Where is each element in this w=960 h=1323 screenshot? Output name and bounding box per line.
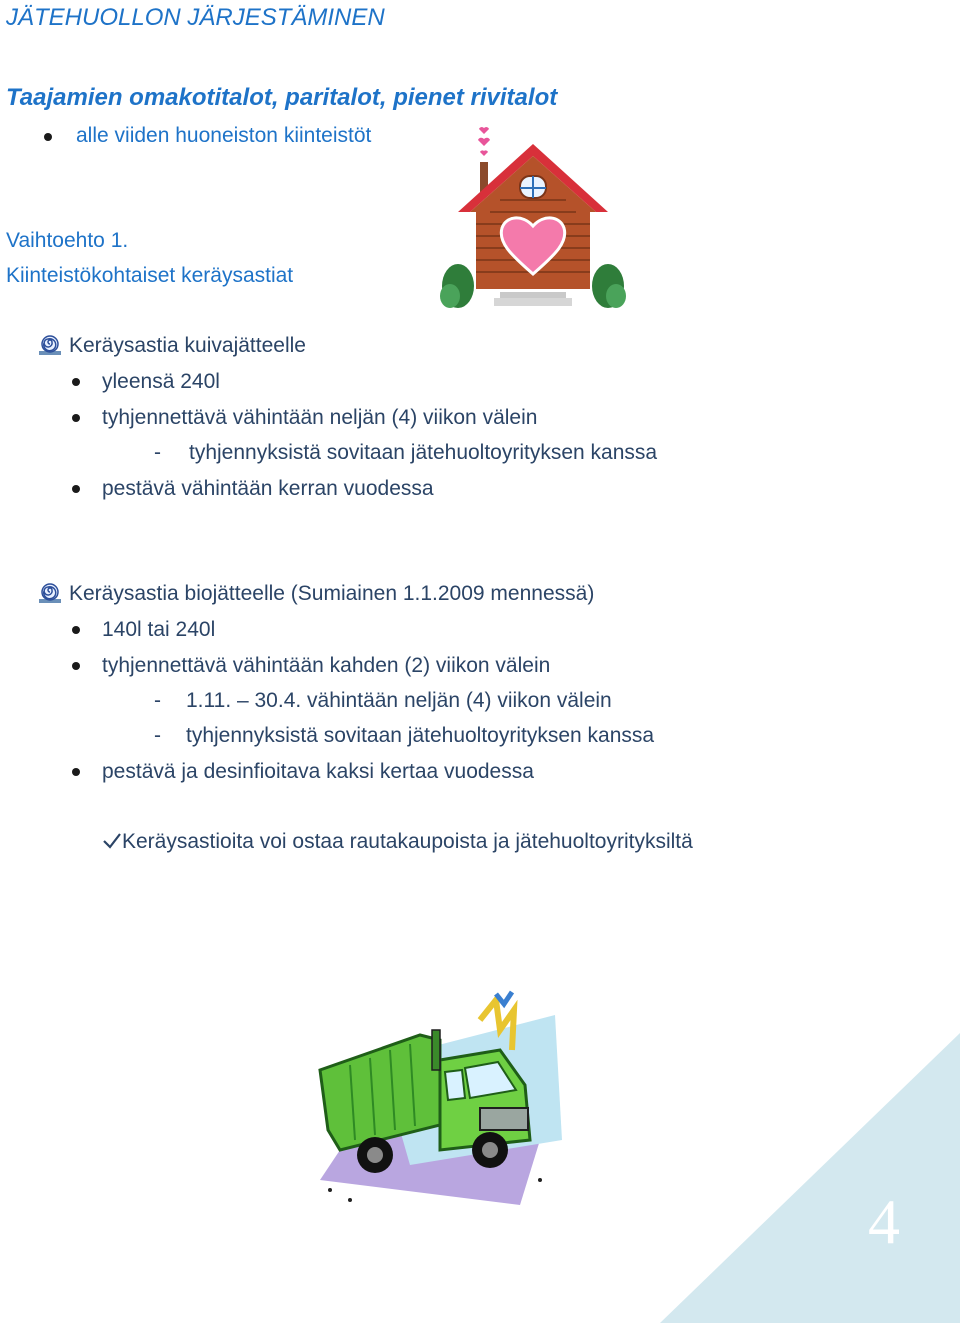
bio-waste-sub: tyhjennyksistä sovitaan jätehuoltoyrityksen kanssa xyxy=(186,724,655,747)
dry-waste-title: Keräysastia kuivajätteelle xyxy=(69,334,306,357)
spiral-icon xyxy=(38,582,62,604)
bio-waste-bullet: tyhjennettävä vähintään kahden (2) viikon välein xyxy=(102,654,551,677)
bullet-icon xyxy=(72,626,80,634)
bio-waste-bullet: pestävä ja desinfioitava kaksi kertaa vuodessa xyxy=(102,760,534,783)
corner-decoration xyxy=(660,1033,960,1323)
page-title: JÄTEHUOLLON JÄRJESTÄMINEN xyxy=(6,4,385,31)
dash-marker: - xyxy=(154,724,161,747)
spiral-icon xyxy=(38,334,62,356)
option-description: Kiinteistökohtaiset keräysastiat xyxy=(6,264,294,287)
dash-marker: - xyxy=(154,689,161,712)
dry-waste-sub: tyhjennyksistä sovitaan jätehuoltoyrityksen kanssa xyxy=(189,441,658,464)
dry-waste-bullet: tyhjennettävä vähintään neljän (4) viikon välein xyxy=(102,406,538,429)
bullet-icon xyxy=(72,378,80,386)
bullet-icon xyxy=(72,414,80,422)
option-label: Vaihtoehto 1. xyxy=(6,229,129,252)
bullet-icon xyxy=(44,133,52,141)
bio-waste-bullet: 140l tai 240l xyxy=(102,618,216,641)
bio-waste-sub: 1.11. – 30.4. vähintään neljän (4) viikon välein xyxy=(186,689,612,712)
page-number: 4 xyxy=(868,1186,900,1257)
bullet-icon xyxy=(72,768,80,776)
checkmark-icon xyxy=(102,831,122,851)
page-subtitle: Taajamien omakotitalot, paritalot, pienet rivitalot xyxy=(6,84,558,111)
note-text: Keräysastioita voi ostaa rautakaupoista ja jätehuoltoyrityksiltä xyxy=(122,830,693,853)
bullet-icon xyxy=(72,662,80,670)
dry-waste-bullet: pestävä vähintään kerran vuodessa xyxy=(102,477,434,500)
dash-marker: - xyxy=(154,441,161,464)
bullet-icon xyxy=(72,485,80,493)
house-illustration xyxy=(440,124,630,314)
dry-waste-bullet: yleensä 240l xyxy=(102,370,220,393)
bio-waste-title: Keräysastia biojätteelle (Sumiainen 1.1.2009 mennessä) xyxy=(69,582,595,605)
intro-bullet-text: alle viiden huoneiston kiinteistöt xyxy=(76,124,372,147)
garbage-truck-illustration xyxy=(300,990,570,1210)
